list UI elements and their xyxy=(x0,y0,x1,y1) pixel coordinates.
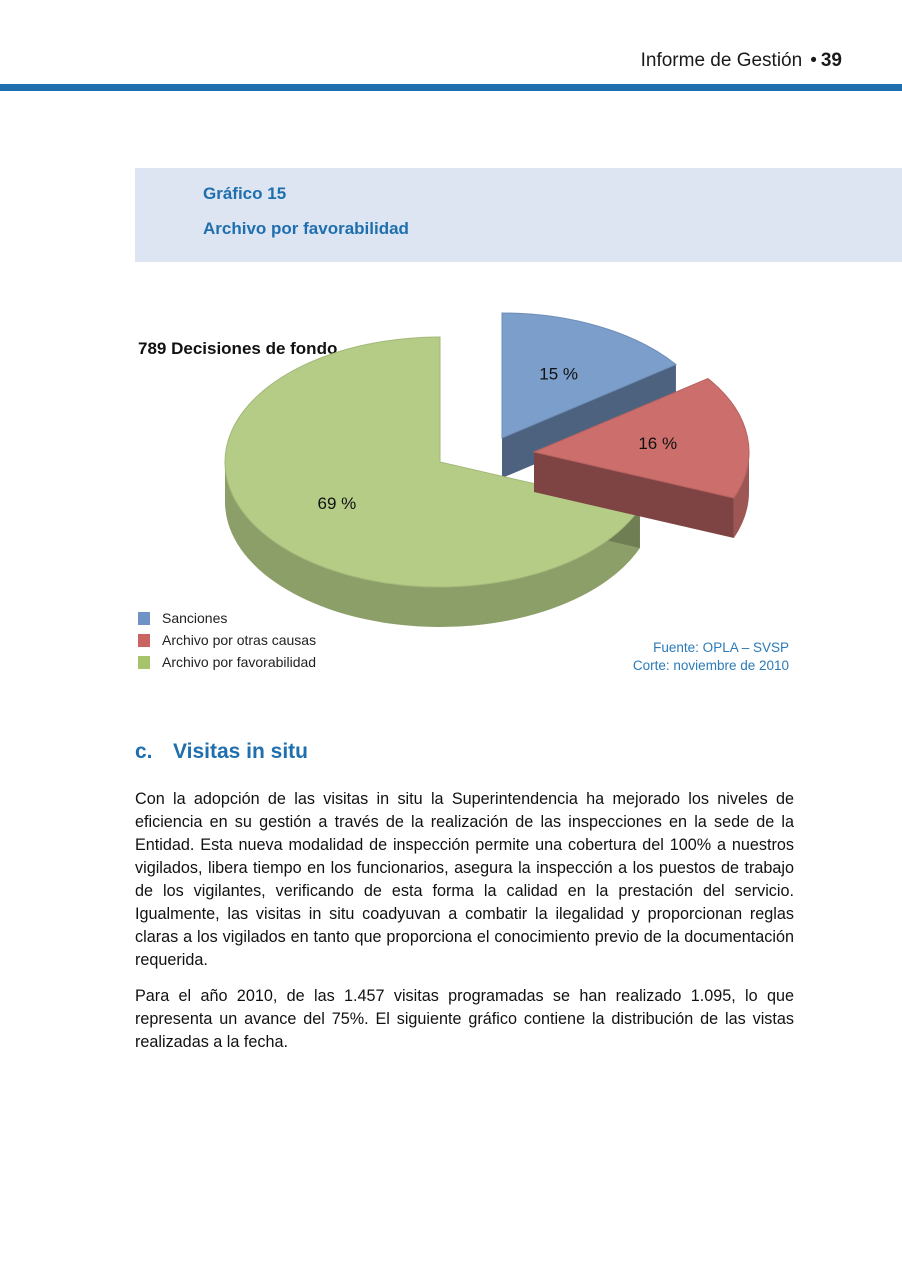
legend-item-sanciones xyxy=(138,607,316,629)
data-label-otras-causas: 16 % xyxy=(638,433,678,453)
figure-source xyxy=(633,639,789,675)
body-paragraph-1 xyxy=(135,788,794,972)
legend-swatch-otras-causas xyxy=(138,634,150,647)
paragraph-text: Para el año 2010, de las 1.457 visitas programadas se han realizado 1.095, lo que representa un avance del 75%. El siguiente gráfico contiene la distribución de las vistas realizadas a la fecha. xyxy=(135,987,794,1051)
page-number: 39 xyxy=(820,50,842,71)
legend-swatch-favorabilidad xyxy=(138,656,150,669)
figure-title: Archivo por favorabilidad xyxy=(203,219,409,238)
section-title: Visitas in situ xyxy=(173,740,308,763)
legend-label-otras-causas: Archivo por otras causas xyxy=(162,632,317,648)
chart-title: 789 Decisiones de fondo xyxy=(138,339,338,358)
body-paragraph-2 xyxy=(135,985,794,1054)
legend-label-favorabilidad: Archivo por favorabilidad xyxy=(162,654,317,670)
data-label-sanciones: 15 % xyxy=(539,364,578,384)
legend-label-sanciones: Sanciones xyxy=(162,610,228,626)
section-letter: c. xyxy=(135,740,153,763)
legend-swatch-sanciones xyxy=(138,612,150,625)
source-line: Fuente: OPLA – SVSP xyxy=(653,640,789,655)
header-title: Informe de Gestión xyxy=(640,50,803,71)
legend-item-favorabilidad xyxy=(138,651,316,673)
figure-number: Gráfico 15 xyxy=(203,184,287,203)
data-label-favorabilidad: 69 % xyxy=(317,493,357,513)
chart-legend xyxy=(138,607,316,673)
legend-item-otras-causas xyxy=(138,629,316,651)
section-heading xyxy=(135,740,308,764)
header-bullet: • xyxy=(810,50,817,71)
paragraph-text: Con la adopción de las visitas in situ la Superintendencia ha mejorado los niveles de eficiencia en su gestión a través de la realización de las inspecciones en la sede de la Entidad. Esta nueva modalidad de inspección permite una cobertura del 100% a nuestros vigilados, libera tiempo en los funcionarios, asegura la inspección a los puestos de trabajo de los vigilantes, verificando de esta forma la calidad en la prestación del servicio. Igualmente, las visitas in situ coadyuvan a combatir la ilegalidad y proporcionan reglas claras a los vigilados en tanto que proporciona el conocimiento previo de la documentación requerida. xyxy=(135,790,794,969)
cutoff-line: Corte: noviembre de 2010 xyxy=(632,658,789,673)
